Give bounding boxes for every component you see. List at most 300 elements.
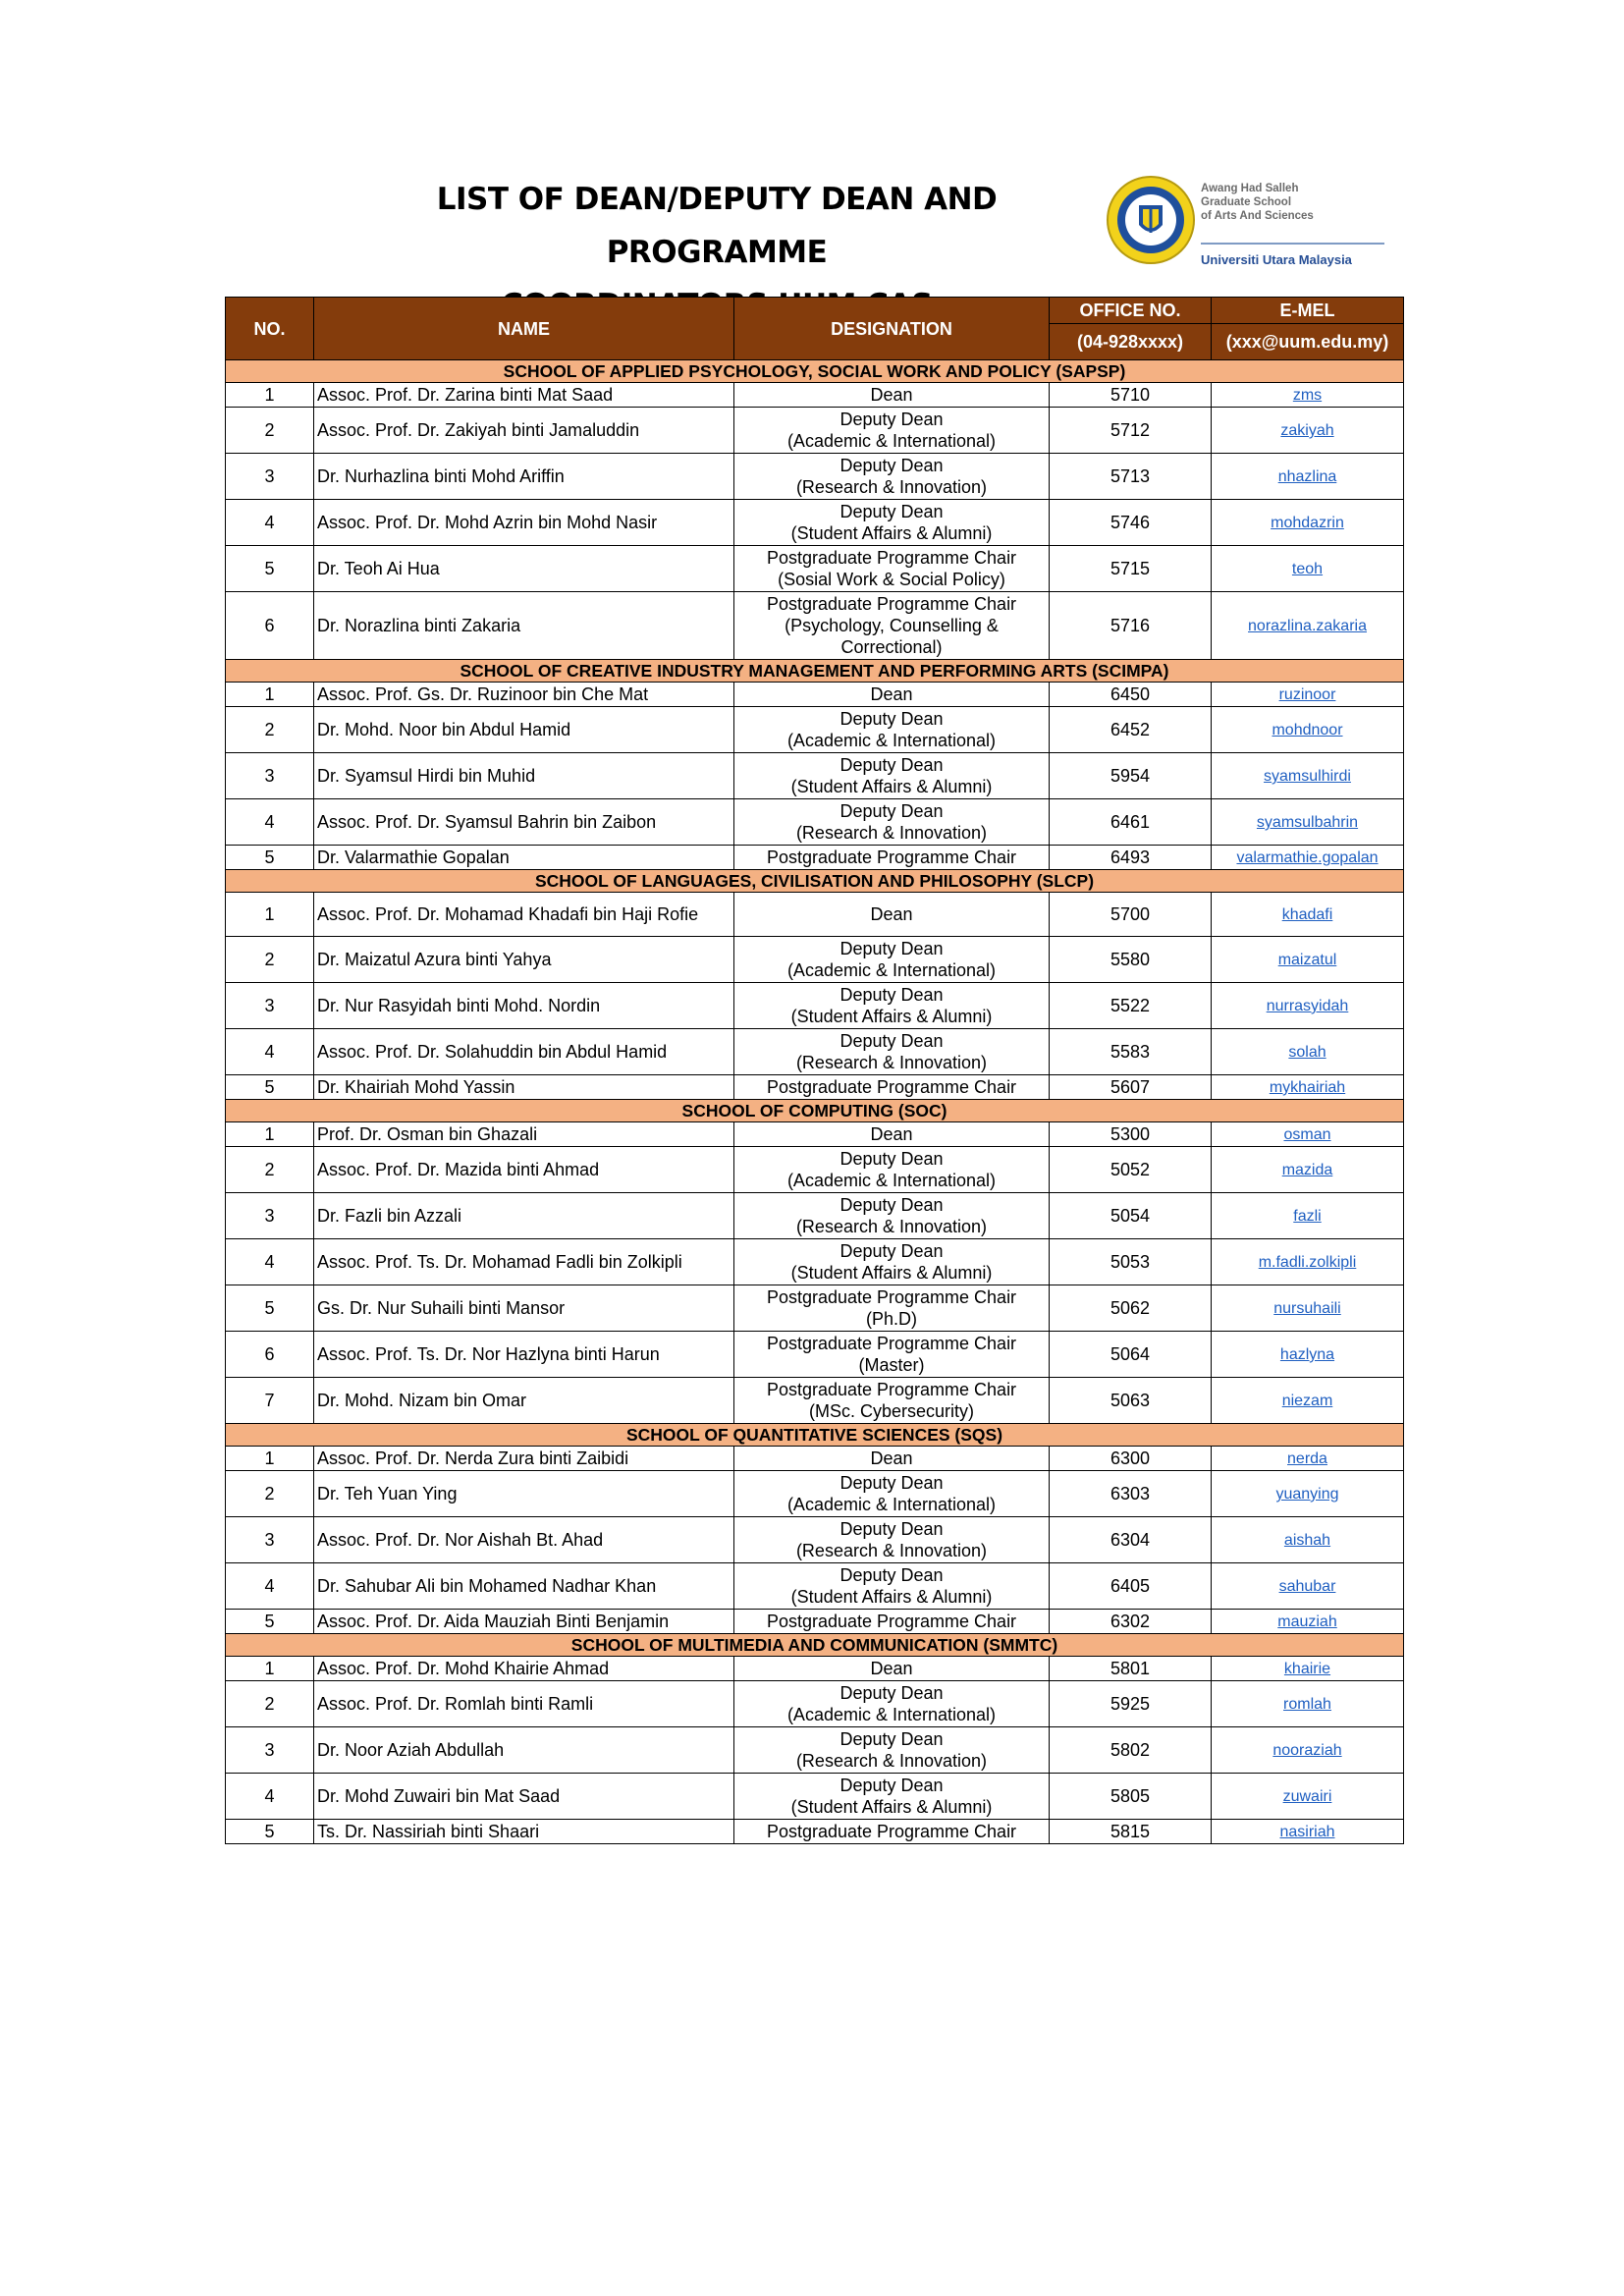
email-link[interactable]: mauziah: [1277, 1613, 1337, 1630]
row-number: 3: [226, 1727, 314, 1774]
row-name: Dr. Mohd Zuwairi bin Mat Saad: [314, 1774, 734, 1820]
section-title: SCHOOL OF APPLIED PSYCHOLOGY, SOCIAL WORK AND POLICY (SAPSP): [226, 360, 1404, 383]
row-office: 6493: [1050, 846, 1212, 870]
email-link[interactable]: nasiriah: [1279, 1824, 1335, 1840]
designation-line: (Research & Innovation): [795, 1053, 988, 1072]
table-row: [226, 1122, 1404, 1147]
designation-line: Deputy Dean: [839, 502, 944, 521]
designation-line: Deputy Dean: [839, 985, 944, 1005]
header-no: NO.: [226, 298, 314, 360]
designation-line: Dean: [870, 1124, 913, 1144]
row-name: Prof. Dr. Osman bin Ghazali: [314, 1122, 734, 1147]
email-link[interactable]: nhazlina: [1277, 468, 1337, 485]
designation-line: (Research & Innovation): [795, 1541, 988, 1560]
header-designation: DESIGNATION: [734, 298, 1050, 360]
row-number: 1: [226, 383, 314, 408]
designation-line: (Research & Innovation): [795, 1217, 988, 1236]
designation-line: (Student Affairs & Alumni): [790, 523, 993, 543]
row-number: 4: [226, 799, 314, 846]
designation-line: Postgraduate Programme Chair: [766, 548, 1017, 568]
row-name: Assoc. Prof. Dr. Solahuddin bin Abdul Hamid: [314, 1029, 734, 1075]
row-email: [1212, 546, 1404, 592]
logo-text: Awang Had Salleh Graduate School of Arts And Sciences: [1201, 183, 1314, 222]
designation-line: Deputy Dean: [839, 1473, 944, 1493]
email-link[interactable]: teoh: [1291, 561, 1324, 577]
designation-line: (Academic & International): [786, 731, 997, 750]
designation-line: Postgraduate Programme Chair: [766, 594, 1017, 614]
section-row: [226, 360, 1404, 383]
table-row: [226, 1378, 1404, 1424]
designation-line: (Academic & International): [786, 1171, 997, 1190]
designation-line: Deputy Dean: [839, 1776, 944, 1795]
row-email: [1212, 1332, 1404, 1378]
email-link[interactable]: zms: [1292, 387, 1323, 404]
row-number: 2: [226, 1681, 314, 1727]
row-email: [1212, 1447, 1404, 1471]
row-name: Dr. Nurhazlina binti Mohd Ariffin: [314, 454, 734, 500]
row-name: Assoc. Prof. Ts. Dr. Nor Hazlyna binti Harun: [314, 1332, 734, 1378]
row-email: [1212, 500, 1404, 546]
row-number: 2: [226, 408, 314, 454]
row-office: 5062: [1050, 1285, 1212, 1332]
table-row: [226, 1681, 1404, 1727]
designation-line: (Research & Innovation): [795, 477, 988, 497]
row-office: 5746: [1050, 500, 1212, 546]
header-office-sub: (04-928xxxx): [1050, 324, 1212, 360]
section-title: SCHOOL OF LANGUAGES, CIVILISATION AND PHILOSOPHY (SLCP): [226, 870, 1404, 893]
table-row: [226, 1727, 1404, 1774]
row-number: 5: [226, 1610, 314, 1634]
email-link[interactable]: osman: [1283, 1126, 1331, 1143]
row-office: 5802: [1050, 1727, 1212, 1774]
designation-line: (Ph.D): [865, 1309, 917, 1329]
email-link[interactable]: m.fadli.zolkipli: [1258, 1254, 1357, 1271]
table-row: [226, 1239, 1404, 1285]
table-row: [226, 846, 1404, 870]
row-designation: [734, 383, 1050, 408]
table-row: [226, 893, 1404, 937]
row-name: Assoc. Prof. Ts. Dr. Mohamad Fadli bin Zolkipli: [314, 1239, 734, 1285]
designation-line: Postgraduate Programme Chair: [766, 1822, 1017, 1841]
row-email: [1212, 1820, 1404, 1844]
section-title: SCHOOL OF COMPUTING (SOC): [226, 1100, 1404, 1122]
email-link[interactable]: khadafi: [1281, 906, 1333, 923]
row-number: 4: [226, 1239, 314, 1285]
row-designation: [734, 1681, 1050, 1727]
row-email: [1212, 1471, 1404, 1517]
email-link[interactable]: aishah: [1283, 1532, 1331, 1549]
designation-line: Postgraduate Programme Chair: [766, 847, 1017, 867]
row-email: [1212, 1517, 1404, 1563]
row-office: 5583: [1050, 1029, 1212, 1075]
table-row: [226, 546, 1404, 592]
row-office: 5580: [1050, 937, 1212, 983]
row-name: Assoc. Prof. Dr. Nerda Zura binti Zaibidi: [314, 1447, 734, 1471]
designation-line: (Student Affairs & Alumni): [790, 777, 993, 796]
row-designation: [734, 1517, 1050, 1563]
row-name: Dr. Mohd. Nizam bin Omar: [314, 1378, 734, 1424]
email-link[interactable]: romlah: [1283, 1696, 1331, 1713]
row-office: 5063: [1050, 1378, 1212, 1424]
designation-line: Deputy Dean: [839, 1683, 944, 1703]
designation-line: (Research & Innovation): [795, 823, 988, 843]
row-email: [1212, 1122, 1404, 1147]
row-designation: [734, 753, 1050, 799]
row-name: Dr. Syamsul Hirdi bin Muhid: [314, 753, 734, 799]
row-office: 6450: [1050, 683, 1212, 707]
designation-line: (Research & Innovation): [795, 1751, 988, 1771]
row-designation: [734, 1610, 1050, 1634]
designation-line: (Master): [858, 1355, 925, 1375]
row-number: 3: [226, 1193, 314, 1239]
section-row: [226, 1100, 1404, 1122]
designation-line: Dean: [870, 1449, 913, 1468]
row-number: 5: [226, 1285, 314, 1332]
row-number: 6: [226, 592, 314, 660]
table-row: [226, 683, 1404, 707]
row-office: 5805: [1050, 1774, 1212, 1820]
logo-divider: [1201, 243, 1384, 245]
row-office: 5712: [1050, 408, 1212, 454]
table-row: [226, 1285, 1404, 1332]
email-link[interactable]: niezam: [1281, 1393, 1333, 1409]
email-link[interactable]: norazlina.zakaria: [1248, 618, 1367, 634]
section-row: [226, 870, 1404, 893]
designation-line: (Academic & International): [786, 431, 997, 451]
row-office: 6300: [1050, 1447, 1212, 1471]
row-designation: [734, 1471, 1050, 1517]
table-row: [226, 799, 1404, 846]
row-email: [1212, 1029, 1404, 1075]
row-number: 4: [226, 500, 314, 546]
designation-line: Correctional): [840, 637, 943, 657]
designation-line: Deputy Dean: [839, 1195, 944, 1215]
row-number: 3: [226, 454, 314, 500]
row-email: [1212, 983, 1404, 1029]
designation-line: (Sosial Work & Social Policy): [778, 570, 1005, 589]
email-link[interactable]: hazlyna: [1279, 1346, 1335, 1363]
row-designation: [734, 846, 1050, 870]
designation-line: (Academic & International): [786, 1705, 997, 1724]
designation-line: Deputy Dean: [839, 939, 944, 958]
email-link[interactable]: mohdazrin: [1271, 515, 1344, 531]
designation-line: Deputy Dean: [839, 1565, 944, 1585]
row-email: [1212, 1285, 1404, 1332]
row-designation: [734, 1193, 1050, 1239]
designation-line: Deputy Dean: [839, 1241, 944, 1261]
row-designation: [734, 1239, 1050, 1285]
row-designation: [734, 1285, 1050, 1332]
row-designation: [734, 592, 1050, 660]
designation-line: Dean: [870, 904, 913, 924]
header-office: OFFICE NO.: [1050, 298, 1212, 324]
row-name: Dr. Maizatul Azura binti Yahya: [314, 937, 734, 983]
row-designation: [734, 1447, 1050, 1471]
row-designation: [734, 1332, 1050, 1378]
row-designation: [734, 408, 1050, 454]
row-office: 6304: [1050, 1517, 1212, 1563]
designation-line: Deputy Dean: [839, 410, 944, 429]
row-office: 5925: [1050, 1681, 1212, 1727]
row-name: Assoc. Prof. Dr. Nor Aishah Bt. Ahad: [314, 1517, 734, 1563]
university-crest-icon: [1106, 162, 1196, 278]
email-link[interactable]: syamsulbahrin: [1256, 814, 1359, 831]
email-link[interactable]: ruzinoor: [1278, 686, 1336, 703]
row-designation: [734, 500, 1050, 546]
row-designation: [734, 546, 1050, 592]
row-number: 5: [226, 1075, 314, 1100]
row-number: 2: [226, 1147, 314, 1193]
row-office: 6405: [1050, 1563, 1212, 1610]
row-name: Assoc. Prof. Dr. Mohamad Khadafi bin Haji Rofie: [314, 893, 734, 937]
table-row: [226, 937, 1404, 983]
row-office: 6452: [1050, 707, 1212, 753]
row-designation: [734, 1820, 1050, 1844]
designation-line: Deputy Dean: [839, 801, 944, 821]
designation-line: Deputy Dean: [839, 1729, 944, 1749]
row-email: [1212, 592, 1404, 660]
row-name: Dr. Norazlina binti Zakaria: [314, 592, 734, 660]
row-email: [1212, 1239, 1404, 1285]
row-number: 1: [226, 683, 314, 707]
row-name: Dr. Nur Rasyidah binti Mohd. Nordin: [314, 983, 734, 1029]
row-name: Assoc. Prof. Dr. Zakiyah binti Jamaluddin: [314, 408, 734, 454]
row-office: 5801: [1050, 1657, 1212, 1681]
table-row: [226, 1774, 1404, 1820]
table-body: [226, 360, 1404, 1844]
row-email: [1212, 454, 1404, 500]
designation-line: (Academic & International): [786, 1495, 997, 1514]
email-link[interactable]: solah: [1288, 1044, 1326, 1061]
section-row: [226, 1424, 1404, 1447]
row-designation: [734, 707, 1050, 753]
logo-university: Universiti Utara Malaysia: [1201, 252, 1352, 267]
row-number: 3: [226, 983, 314, 1029]
row-email: [1212, 1657, 1404, 1681]
row-number: 7: [226, 1378, 314, 1424]
email-link[interactable]: yuanying: [1275, 1486, 1339, 1503]
row-designation: [734, 1147, 1050, 1193]
header-email-sub: (xxx@uum.edu.my): [1212, 324, 1404, 360]
row-name: Ts. Dr. Nassiriah binti Shaari: [314, 1820, 734, 1844]
row-email: [1212, 707, 1404, 753]
email-link[interactable]: mohdnoor: [1272, 722, 1343, 738]
section-title: SCHOOL OF CREATIVE INDUSTRY MANAGEMENT AND PERFORMING ARTS (SCIMPA): [226, 660, 1404, 683]
email-link[interactable]: mykhairiah: [1269, 1079, 1346, 1096]
row-designation: [734, 1075, 1050, 1100]
row-email: [1212, 1193, 1404, 1239]
email-link[interactable]: sahubar: [1278, 1578, 1336, 1595]
designation-line: (Student Affairs & Alumni): [790, 1797, 993, 1817]
row-name: Dr. Mohd. Noor bin Abdul Hamid: [314, 707, 734, 753]
section-row: [226, 660, 1404, 683]
row-number: 3: [226, 753, 314, 799]
table-row: [226, 1147, 1404, 1193]
row-office: 5052: [1050, 1147, 1212, 1193]
table-row: [226, 1029, 1404, 1075]
row-designation: [734, 454, 1050, 500]
row-office: 5954: [1050, 753, 1212, 799]
row-designation: [734, 683, 1050, 707]
row-designation: [734, 1657, 1050, 1681]
row-office: 5522: [1050, 983, 1212, 1029]
row-name: Assoc. Prof. Dr. Mohd Azrin bin Mohd Nasir: [314, 500, 734, 546]
row-office: 5700: [1050, 893, 1212, 937]
row-designation: [734, 1727, 1050, 1774]
row-name: Assoc. Prof. Gs. Dr. Ruzinoor bin Che Mat: [314, 683, 734, 707]
row-name: Assoc. Prof. Dr. Romlah binti Ramli: [314, 1681, 734, 1727]
row-email: [1212, 1774, 1404, 1820]
row-designation: [734, 983, 1050, 1029]
row-number: 2: [226, 937, 314, 983]
row-email: [1212, 683, 1404, 707]
row-office: 5053: [1050, 1239, 1212, 1285]
row-designation: [734, 1029, 1050, 1075]
email-link[interactable]: khairie: [1283, 1661, 1331, 1677]
email-link[interactable]: nursuhaili: [1273, 1300, 1341, 1317]
row-designation: [734, 1563, 1050, 1610]
coordinators-table: [225, 297, 1404, 1844]
section-title: SCHOOL OF MULTIMEDIA AND COMMUNICATION (SMMTC): [226, 1634, 1404, 1657]
designation-line: Dean: [870, 684, 913, 704]
row-number: 1: [226, 1657, 314, 1681]
header-name: NAME: [314, 298, 734, 360]
table-row: [226, 454, 1404, 500]
designation-line: (Psychology, Counselling &: [785, 616, 999, 635]
table-row: [226, 1517, 1404, 1563]
table-row: [226, 1447, 1404, 1471]
table-row: [226, 1193, 1404, 1239]
table-row: [226, 1332, 1404, 1378]
table-row: [226, 1075, 1404, 1100]
row-number: 4: [226, 1563, 314, 1610]
designation-line: Deputy Dean: [839, 456, 944, 475]
table-row: [226, 1657, 1404, 1681]
row-name: Assoc. Prof. Dr. Syamsul Bahrin bin Zaibon: [314, 799, 734, 846]
row-number: 2: [226, 707, 314, 753]
row-designation: [734, 1122, 1050, 1147]
table-row: [226, 1563, 1404, 1610]
row-designation: [734, 893, 1050, 937]
email-link[interactable]: maizatul: [1277, 952, 1337, 968]
row-number: 5: [226, 1820, 314, 1844]
email-link[interactable]: zuwairi: [1282, 1788, 1332, 1805]
row-email: [1212, 937, 1404, 983]
email-link[interactable]: nurrasyidah: [1266, 998, 1349, 1014]
row-name: Dr. Noor Aziah Abdullah: [314, 1727, 734, 1774]
row-email: [1212, 1075, 1404, 1100]
row-number: 6: [226, 1332, 314, 1378]
designation-line: Deputy Dean: [839, 1031, 944, 1051]
row-office: 5715: [1050, 546, 1212, 592]
table-row: [226, 753, 1404, 799]
row-name: Dr. Teh Yuan Ying: [314, 1471, 734, 1517]
row-number: 5: [226, 846, 314, 870]
row-email: [1212, 1147, 1404, 1193]
row-email: [1212, 799, 1404, 846]
row-email: [1212, 408, 1404, 454]
row-designation: [734, 1378, 1050, 1424]
table-row: [226, 500, 1404, 546]
email-link[interactable]: mazida: [1281, 1162, 1333, 1178]
table-row: [226, 1610, 1404, 1634]
designation-line: (Student Affairs & Alumni): [790, 1587, 993, 1607]
designation-line: Deputy Dean: [839, 1519, 944, 1539]
designation-line: Deputy Dean: [839, 755, 944, 775]
row-office: 5710: [1050, 383, 1212, 408]
designation-line: (Student Affairs & Alumni): [790, 1007, 993, 1026]
uum-logo: [1106, 162, 1400, 280]
email-link[interactable]: nerda: [1287, 1450, 1327, 1467]
section-row: [226, 1634, 1404, 1657]
designation-line: Dean: [870, 385, 913, 405]
row-name: Assoc. Prof. Dr. Mazida binti Ahmad: [314, 1147, 734, 1193]
row-name: Assoc. Prof. Dr. Zarina binti Mat Saad: [314, 383, 734, 408]
designation-line: Dean: [870, 1659, 913, 1678]
email-link[interactable]: nooraziah: [1272, 1742, 1342, 1759]
designation-line: Deputy Dean: [839, 709, 944, 729]
row-office: 5607: [1050, 1075, 1212, 1100]
email-link[interactable]: syamsulhirdi: [1264, 768, 1351, 785]
row-designation: [734, 937, 1050, 983]
row-designation: [734, 1774, 1050, 1820]
header-email: E-MEL: [1212, 298, 1404, 324]
designation-line: Postgraduate Programme Chair: [766, 1077, 1017, 1097]
row-email: [1212, 1563, 1404, 1610]
table-row: [226, 1820, 1404, 1844]
table-row: [226, 408, 1404, 454]
row-email: [1212, 753, 1404, 799]
table-row: [226, 1471, 1404, 1517]
row-number: 1: [226, 893, 314, 937]
table-row: [226, 707, 1404, 753]
row-designation: [734, 799, 1050, 846]
designation-line: Postgraduate Programme Chair: [766, 1287, 1017, 1307]
table-row: [226, 383, 1404, 408]
row-number: 1: [226, 1447, 314, 1471]
row-number: 1: [226, 1122, 314, 1147]
row-name: Assoc. Prof. Dr. Mohd Khairie Ahmad: [314, 1657, 734, 1681]
row-name: Dr. Khairiah Mohd Yassin: [314, 1075, 734, 1100]
row-name: Assoc. Prof. Dr. Aida Mauziah Binti Benjamin: [314, 1610, 734, 1634]
row-office: 6461: [1050, 799, 1212, 846]
row-name: Dr. Fazli bin Azzali: [314, 1193, 734, 1239]
row-office: 5713: [1050, 454, 1212, 500]
row-email: [1212, 1378, 1404, 1424]
row-number: 5: [226, 546, 314, 592]
row-email: [1212, 893, 1404, 937]
row-name: Dr. Teoh Ai Hua: [314, 546, 734, 592]
row-office: 5815: [1050, 1820, 1212, 1844]
row-number: 4: [226, 1029, 314, 1075]
row-office: 5716: [1050, 592, 1212, 660]
row-number: 4: [226, 1774, 314, 1820]
designation-line: Postgraduate Programme Chair: [766, 1334, 1017, 1353]
table-row: [226, 983, 1404, 1029]
row-name: Gs. Dr. Nur Suhaili binti Mansor: [314, 1285, 734, 1332]
email-link[interactable]: fazli: [1293, 1208, 1322, 1225]
row-email: [1212, 1727, 1404, 1774]
email-link[interactable]: zakiyah: [1280, 422, 1334, 439]
email-link[interactable]: valarmathie.gopalan: [1236, 849, 1379, 866]
title-line-1: LIST OF DEAN/DEPUTY DEAN AND PROGRAMME: [436, 182, 998, 270]
row-name: Dr. Valarmathie Gopalan: [314, 846, 734, 870]
row-number: 2: [226, 1471, 314, 1517]
table-row: [226, 592, 1404, 660]
designation-line: (Student Affairs & Alumni): [790, 1263, 993, 1283]
row-number: 3: [226, 1517, 314, 1563]
row-email: [1212, 1681, 1404, 1727]
